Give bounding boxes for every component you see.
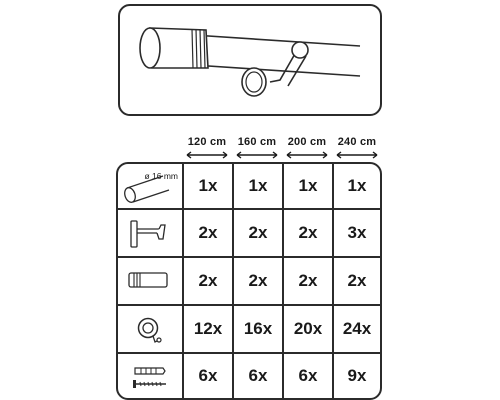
length-header-1 xyxy=(182,136,232,164)
double-arrow-icon xyxy=(235,151,279,159)
length-label: 120 cm xyxy=(187,136,227,148)
finial-icon xyxy=(119,259,181,303)
curtain-rod-assembly-icon xyxy=(120,6,380,114)
part-cell-finial xyxy=(118,258,184,306)
quantity: 20x xyxy=(293,319,323,338)
quantity: 24x xyxy=(342,319,372,338)
part-cell-ring xyxy=(118,306,184,354)
quantity: 1x xyxy=(298,176,318,195)
part-cell-rod xyxy=(118,164,184,210)
qty-cell xyxy=(334,210,380,258)
qty-cell xyxy=(234,210,284,258)
length-label: 160 cm xyxy=(237,136,277,148)
qty-cell xyxy=(284,258,334,306)
quantity: 1x xyxy=(248,176,268,195)
quantity: 2x xyxy=(198,223,218,242)
quantity: 6x xyxy=(248,366,268,385)
qty-cell xyxy=(284,210,334,258)
qty-cell xyxy=(184,258,234,306)
quantity: 3x xyxy=(347,223,367,242)
qty-cell xyxy=(334,258,380,306)
length-label: 200 cm xyxy=(287,136,327,148)
quantity: 1x xyxy=(198,176,218,195)
length-label: 240 cm xyxy=(337,136,377,148)
qty-cell xyxy=(234,354,284,398)
quantity: 2x xyxy=(298,223,318,242)
qty-cell xyxy=(334,306,380,354)
qty-cell xyxy=(284,354,334,398)
qty-cell xyxy=(334,354,380,398)
qty-cell xyxy=(184,164,234,210)
quantity: 6x xyxy=(298,366,318,385)
quantity: 2x xyxy=(248,223,268,242)
screw-and-dowel-icon xyxy=(119,354,181,398)
qty-cell xyxy=(234,306,284,354)
bracket-icon xyxy=(119,211,181,255)
quantity: 2x xyxy=(198,271,218,290)
length-header-4 xyxy=(332,136,382,164)
qty-cell xyxy=(234,164,284,210)
qty-cell xyxy=(284,306,334,354)
rod-diameter-label: ø 16 mm xyxy=(144,171,178,181)
qty-cell xyxy=(334,164,380,210)
double-arrow-icon xyxy=(285,151,329,159)
ring-icon xyxy=(119,307,181,351)
qty-cell xyxy=(184,306,234,354)
length-header-3 xyxy=(282,136,332,164)
quantity: 9x xyxy=(347,366,367,385)
quantity: 2x xyxy=(347,271,367,290)
quantity: 6x xyxy=(198,366,218,385)
quantity: 16x xyxy=(243,319,273,338)
quantity: 2x xyxy=(298,271,318,290)
part-cell-bracket xyxy=(118,210,184,258)
quantity: 2x xyxy=(248,271,268,290)
double-arrow-icon xyxy=(335,151,379,159)
part-cell-screws xyxy=(118,354,184,398)
product-illustration xyxy=(118,4,382,116)
qty-cell xyxy=(184,210,234,258)
qty-cell xyxy=(234,258,284,306)
quantity: 12x xyxy=(193,319,223,338)
parts-table xyxy=(116,162,382,400)
double-arrow-icon xyxy=(185,151,229,159)
quantity: 1x xyxy=(347,176,367,195)
qty-cell xyxy=(184,354,234,398)
qty-cell xyxy=(284,164,334,210)
length-header-2 xyxy=(232,136,282,164)
